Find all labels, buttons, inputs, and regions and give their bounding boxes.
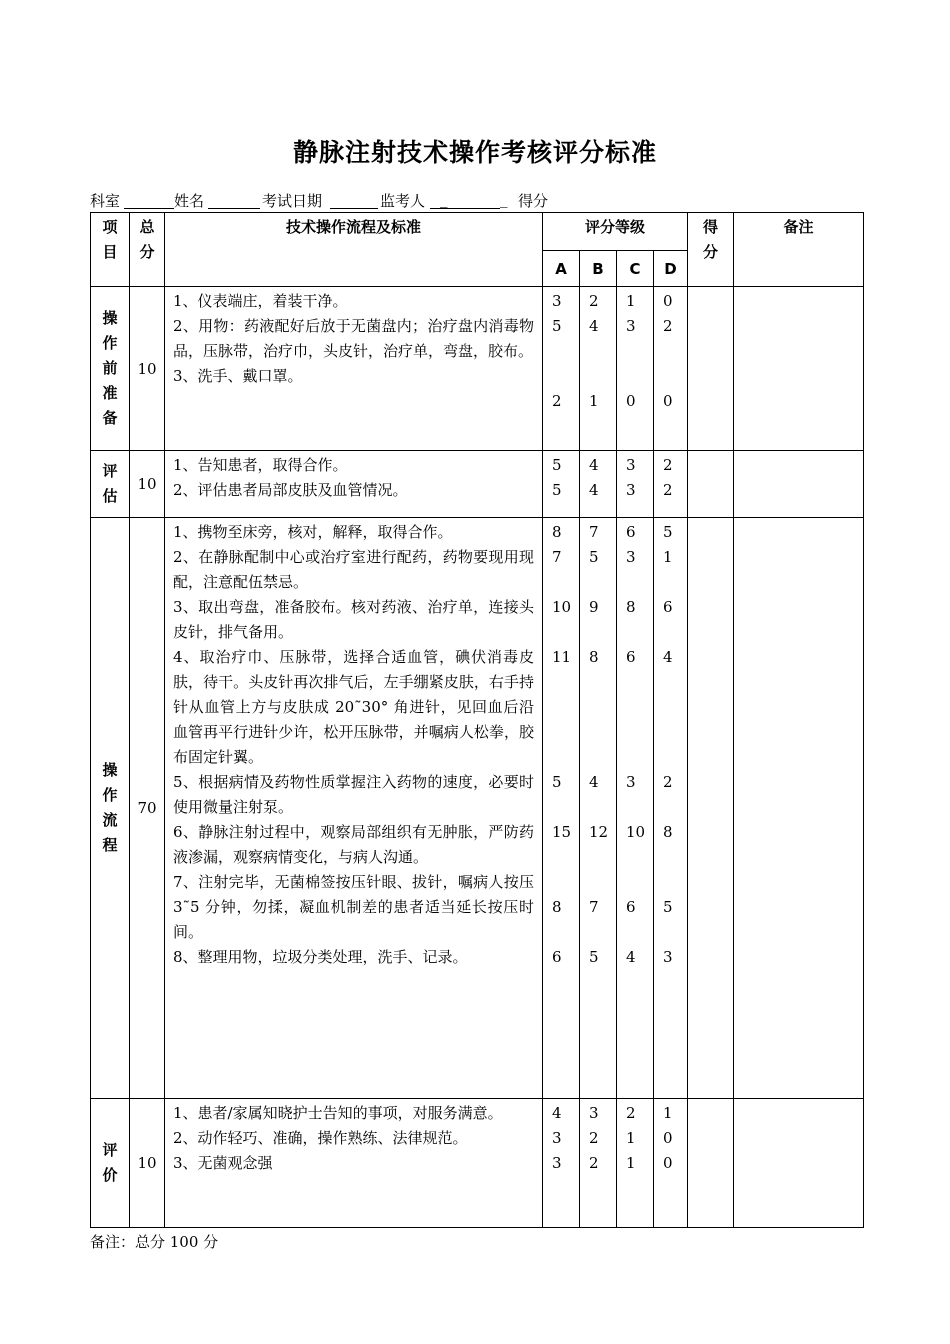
grade-b-scores: 7 5 9 8 4 12 7 5 xyxy=(580,518,617,1099)
remark-cell xyxy=(734,518,864,1099)
item-text: 2、用物：药液配好后放于无菌盘内；治疗盘内消毒物品，压脉带，治疗巾，头皮针，治疗单，弯盘，胶布。 xyxy=(173,317,534,360)
header-item: 项 目 xyxy=(91,213,130,287)
header-total: 总 分 xyxy=(130,213,165,287)
score-label: 得分 xyxy=(518,192,549,210)
examiner-blank-mark: _ xyxy=(440,190,448,208)
scoring-table xyxy=(90,212,864,1228)
grade-a-scores: 8 7 10 11 5 15 8 6 xyxy=(543,518,580,1099)
item-text: 2、评估患者局部皮肤及血管情况。 xyxy=(173,481,408,499)
section-items xyxy=(165,287,543,451)
section-items xyxy=(165,451,543,518)
footer-note: 备注：总分 100 分 xyxy=(90,1233,219,1251)
page-title: 静脉注射技术操作考核评分标准 xyxy=(292,138,657,167)
item-text: 3、洗手、戴口罩。 xyxy=(173,367,303,385)
item-text: 8、整理用物，垃圾分类处理，洗手、记录。 xyxy=(173,948,468,966)
exam-info-line xyxy=(90,190,560,210)
section-row xyxy=(91,1099,864,1228)
grade-d-scores: 0 2 0 xyxy=(654,287,688,451)
header-grade-c: C xyxy=(617,251,654,287)
item-text: 1、患者/家属知晓护士告知的事项，对服务满意。 xyxy=(173,1104,503,1122)
section-category: 操 作 流 程 xyxy=(91,518,130,1099)
header-grade-a: A xyxy=(543,251,580,287)
item-text: 1、仪表端庄，着装干净。 xyxy=(173,292,348,310)
section-row xyxy=(91,518,864,1099)
score-cell xyxy=(688,287,734,451)
item-text: 3、取出弯盘，准备胶布。核对药液、治疗单，连接头皮针，排气备用。 xyxy=(173,598,534,641)
remark-cell xyxy=(734,1099,864,1228)
examiner-blank xyxy=(430,208,500,209)
section-total: 10 xyxy=(130,287,165,451)
date-blank xyxy=(330,208,378,209)
dept-blank xyxy=(124,208,174,209)
remark-cell xyxy=(734,451,864,518)
grade-b-scores: 4 4 xyxy=(580,451,617,518)
item-text: 6、静脉注射过程中，观察局部组织有无肿胀，严防药液渗漏，观察病情变化，与病人沟通。 xyxy=(173,823,534,866)
section-total: 10 xyxy=(130,451,165,518)
date-label: 考试日期 xyxy=(262,192,323,210)
header-grade-d: D xyxy=(654,251,688,287)
remark-cell xyxy=(734,287,864,451)
item-text: 1、携物至床旁，核对，解释，取得合作。 xyxy=(173,523,453,541)
grade-a-scores: 5 5 xyxy=(543,451,580,518)
header-process: 技术操作流程及标准 xyxy=(165,213,543,287)
name-label: 姓名 xyxy=(174,192,205,210)
section-category: 评 价 xyxy=(91,1099,130,1228)
dept-label: 科室 xyxy=(90,192,121,210)
section-category: 评 估 xyxy=(91,451,130,518)
grade-d-scores: 5 1 6 4 2 8 5 3 xyxy=(654,518,688,1099)
header-remark: 备注 xyxy=(734,213,864,287)
grade-c-scores: 1 3 0 xyxy=(617,287,654,451)
item-text: 4、取治疗巾、压脉带，选择合适血管，碘伏消毒皮肤，待干。头皮针再次排气后，左手绷紧皮肤，右手持针从血管上方与皮肤成 20˜30° 角进针，见回血后沿血管再平行进针少许，松开压脉带，并嘱病人松拳，胶布固定针翼。 xyxy=(173,648,534,766)
name-blank xyxy=(208,208,260,209)
header-grade-b: B xyxy=(580,251,617,287)
grade-c-scores: 3 3 xyxy=(617,451,654,518)
section-row xyxy=(91,451,864,518)
section-category: 操 作 前 准 备 xyxy=(91,287,130,451)
section-items xyxy=(165,518,543,1099)
examiner-blank-mark-2: _ xyxy=(500,190,508,208)
grade-d-scores: 1 0 0 xyxy=(654,1099,688,1228)
item-text: 1、告知患者，取得合作。 xyxy=(173,456,348,474)
section-items xyxy=(165,1099,543,1228)
grade-c-scores: 2 1 1 xyxy=(617,1099,654,1228)
section-total: 10 xyxy=(130,1099,165,1228)
grade-a-scores: 4 3 3 xyxy=(543,1099,580,1228)
section-total: 70 xyxy=(130,518,165,1099)
grade-c-scores: 6 3 8 6 3 10 6 4 xyxy=(617,518,654,1099)
score-cell xyxy=(688,451,734,518)
header-score: 得 分 xyxy=(688,213,734,287)
item-text: 2、在静脉配制中心或治疗室进行配药，药物要现用现配，注意配伍禁忌。 xyxy=(173,548,534,591)
grade-b-scores: 3 2 2 xyxy=(580,1099,617,1228)
examiner-label: 监考人 xyxy=(380,192,426,210)
item-text: 3、无菌观念强 xyxy=(173,1154,273,1172)
score-cell xyxy=(688,1099,734,1228)
header-grade: 评分等级 xyxy=(543,213,688,251)
grade-d-scores: 2 2 xyxy=(654,451,688,518)
grade-a-scores: 3 5 2 xyxy=(543,287,580,451)
score-cell xyxy=(688,518,734,1099)
item-text: 7、注射完毕，无菌棉签按压针眼、拔针，嘱病人按压 3˜5 分钟，勿揉，凝血机制差的患者适当延长按压时间。 xyxy=(173,873,534,941)
grade-b-scores: 2 4 1 xyxy=(580,287,617,451)
item-text: 2、动作轻巧、准确，操作熟练、法律规范。 xyxy=(173,1129,468,1147)
section-row xyxy=(91,287,864,451)
item-text: 5、根据病情及药物性质掌握注入药物的速度，必要时使用微量注射泵。 xyxy=(173,773,534,816)
